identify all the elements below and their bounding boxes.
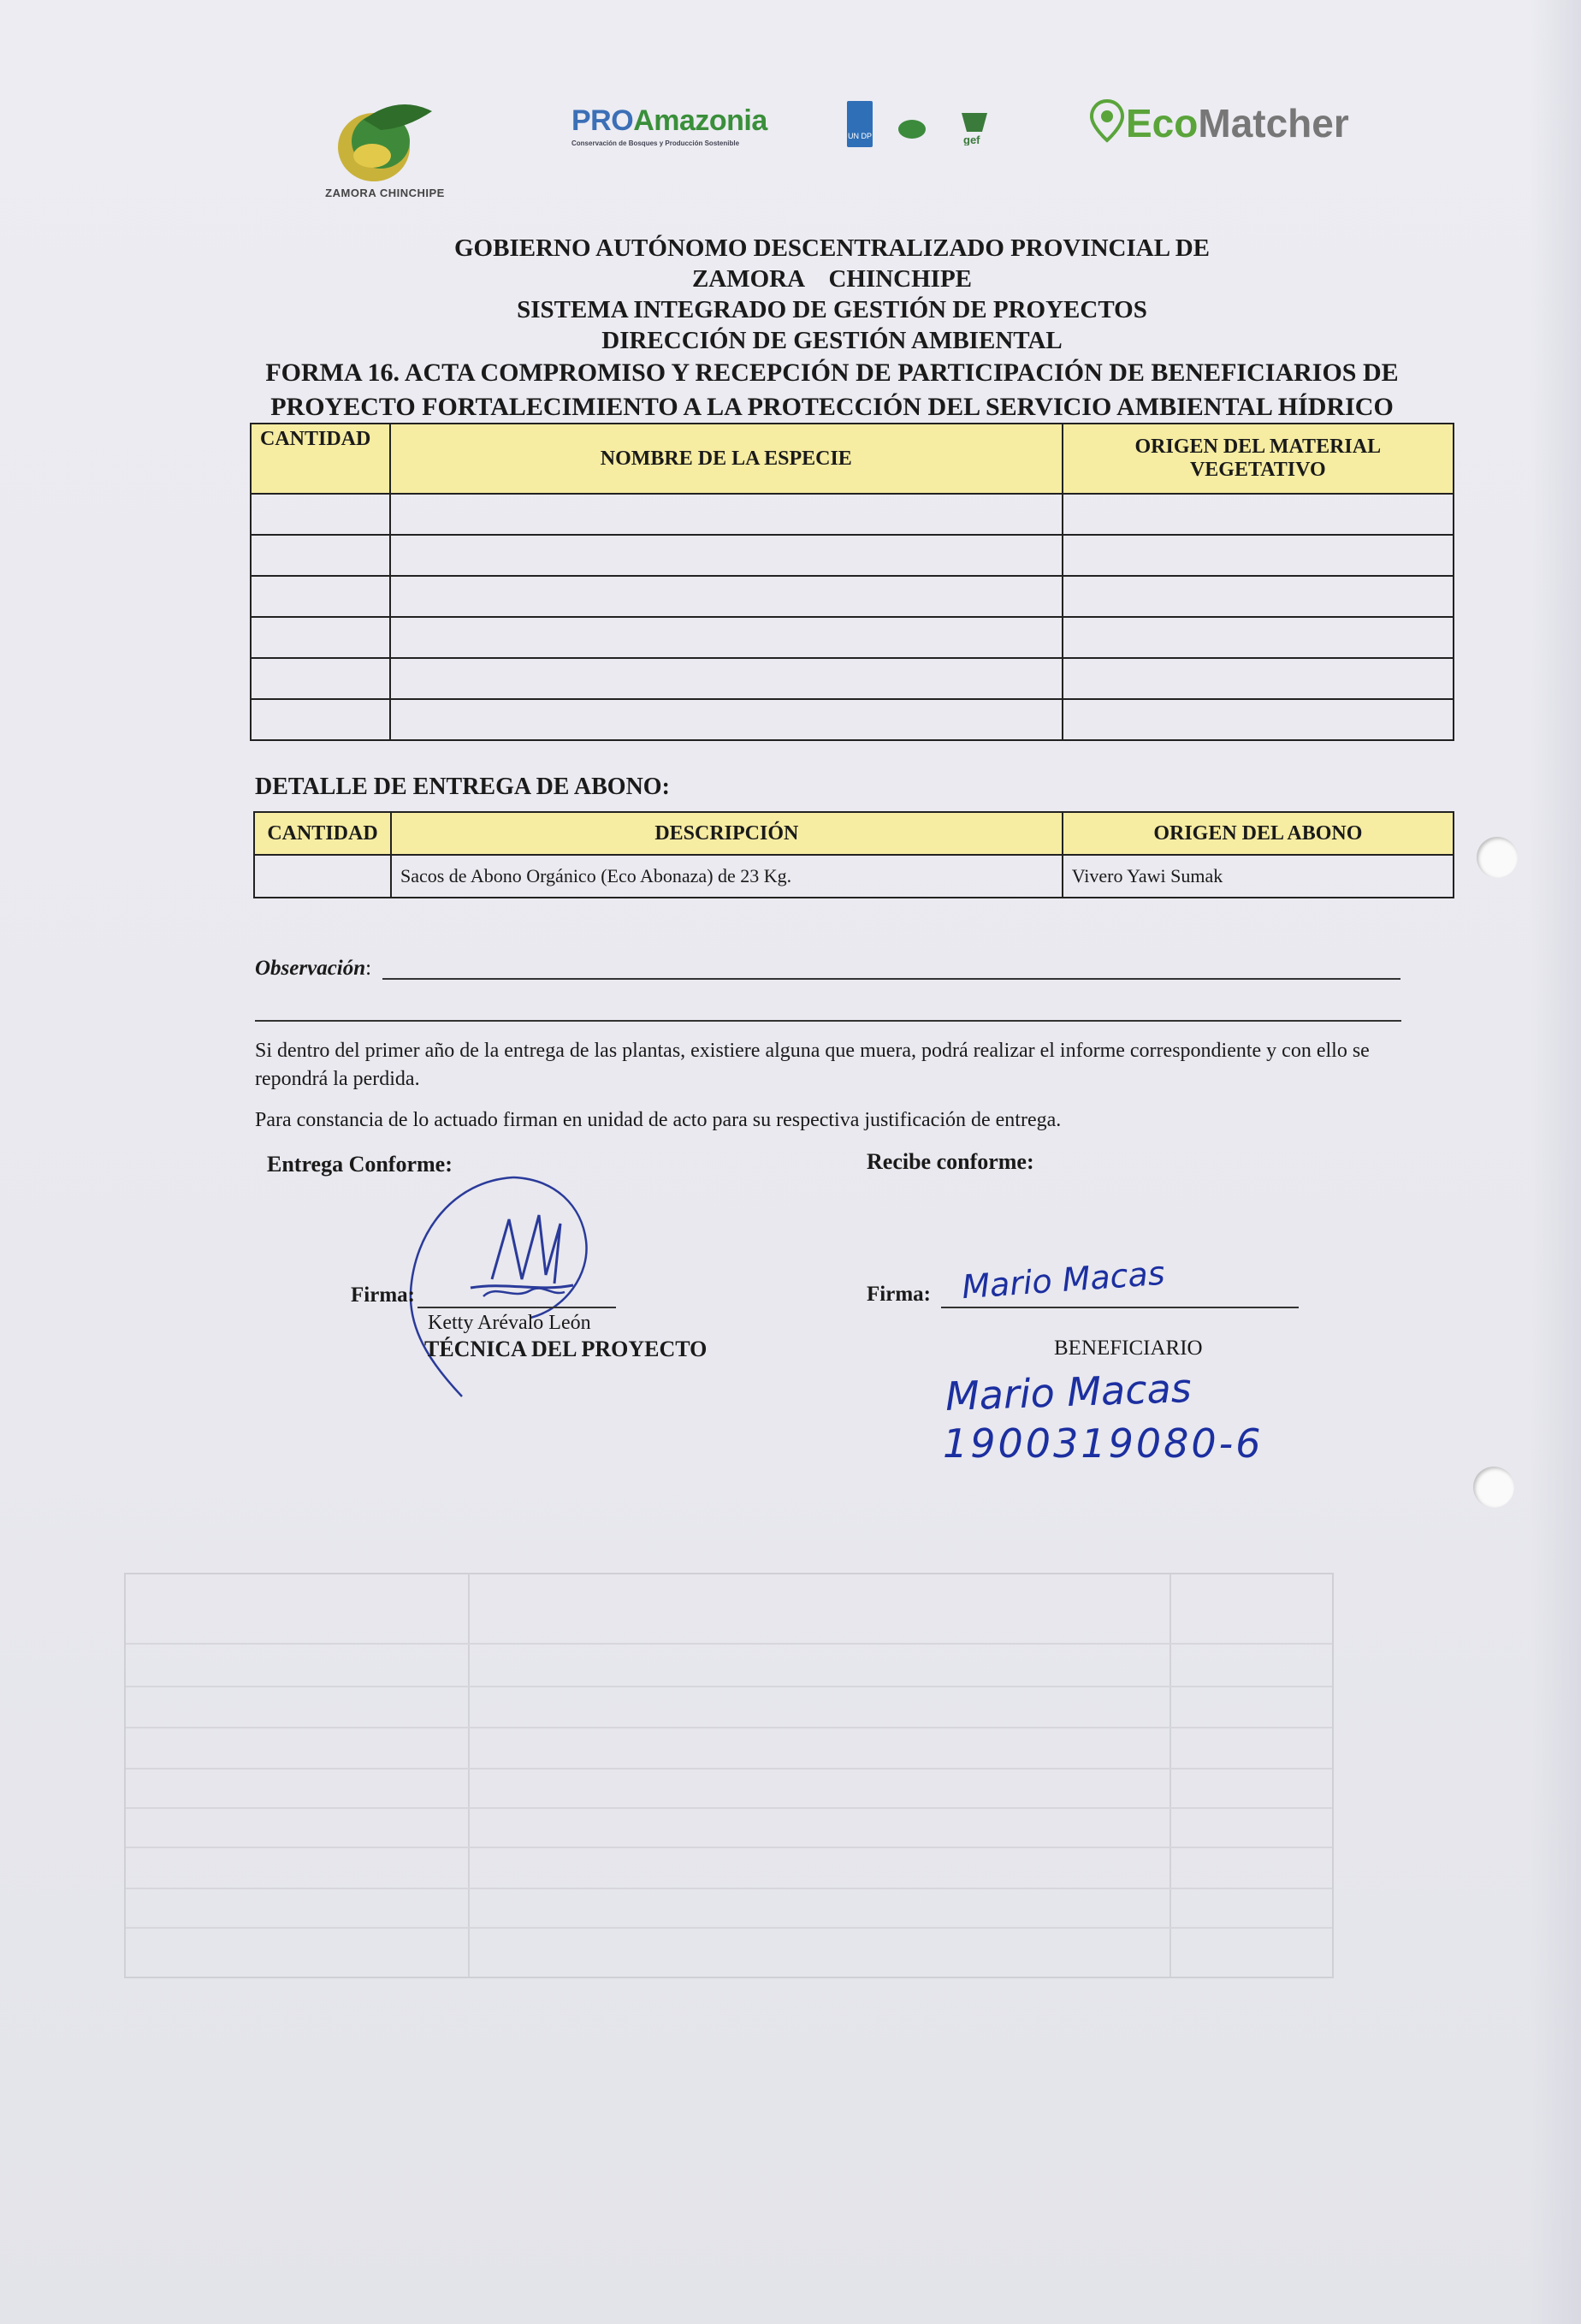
beneficiary-role: BENEFICIARIO: [1054, 1337, 1203, 1360]
beneficiary-signature: Mario Macas: [960, 1254, 1166, 1307]
punch-hole: [1477, 837, 1518, 878]
undp-text: UN DP: [847, 132, 872, 140]
ecomatcher-eco-text: Eco: [1126, 101, 1199, 145]
table-cell[interactable]: [390, 617, 1063, 658]
species-table-header-row: [251, 424, 1454, 494]
table-cell[interactable]: [1063, 617, 1454, 658]
gef-logo: [958, 110, 991, 145]
observation-line[interactable]: [255, 1020, 1401, 1022]
firma-label-left: Firma:: [351, 1284, 415, 1307]
col-header-descripcion: DESCRIPCIÓN: [391, 812, 1063, 855]
table-cell[interactable]: [1063, 658, 1454, 699]
table-row: [251, 658, 1454, 699]
proamazonia-subtitle: Conservación de Bosques y Producción Sostenible: [571, 139, 740, 147]
table-cell[interactable]: [390, 658, 1063, 699]
table-cell-cantidad[interactable]: [254, 855, 391, 898]
observation-line[interactable]: [382, 978, 1400, 980]
form-title: [257, 356, 1407, 424]
observation-field: Observación:: [255, 957, 372, 980]
header-line-4: DIRECCIÓN DE GESTIÓN AMBIENTAL: [601, 327, 1063, 354]
constancia-note: Para constancia de lo actuado firman en unidad de acto para su respectiva justificación de entrega.: [255, 1109, 1062, 1131]
col-header-origen-abono: ORIGEN DEL ABONO: [1063, 812, 1454, 855]
abono-table-header-row: [254, 812, 1454, 855]
ministry-logo: [898, 120, 926, 139]
table-cell[interactable]: [251, 658, 390, 699]
ecomatcher-logo: [1088, 98, 1349, 146]
technician-signature-icon: [402, 1172, 625, 1403]
abono-section-label: DETALLE DE ENTREGA DE ABONO:: [255, 774, 670, 800]
table-cell[interactable]: [1063, 699, 1454, 740]
bleed-through-table: [124, 1573, 1334, 1978]
table-cell[interactable]: [251, 494, 390, 535]
col-header-origen-material: ORIGEN DEL MATERIAL VEGETATIVO: [1063, 424, 1454, 494]
gef-text: gef: [963, 133, 980, 145]
form-title-line-1: FORMA 16. ACTA COMPROMISO Y RECEPCIÓN DE PARTICIPACIÓN DE BENEFICIARIOS DE: [265, 359, 1399, 387]
table-cell[interactable]: [390, 576, 1063, 617]
table-row: [251, 699, 1454, 740]
col-header-nombre-especie: NOMBRE DE LA ESPECIE: [390, 424, 1063, 494]
table-cell[interactable]: [390, 494, 1063, 535]
table-cell[interactable]: [251, 617, 390, 658]
observation-label: Observación: [255, 957, 366, 980]
page-edge-shadow: [1530, 0, 1581, 2324]
col-header-cantidad: CANTIDAD: [254, 812, 391, 855]
header-line-2: ZAMORA CHINCHIPE: [691, 265, 973, 293]
abono-table: [253, 811, 1454, 898]
pin-icon: [1088, 98, 1126, 144]
table-cell[interactable]: [251, 699, 390, 740]
form-title-line-2: PROYECTO FORTALECIMIENTO A LA PROTECCIÓN DEL SERVICIO AMBIENTAL HÍDRICO: [270, 393, 1394, 421]
punch-hole: [1473, 1467, 1514, 1508]
proamazonia-pro-text: PRO: [571, 104, 634, 137]
document-header: [257, 233, 1407, 356]
table-row: [251, 617, 1454, 658]
signature-line-left[interactable]: [417, 1307, 616, 1308]
table-cell[interactable]: [1063, 576, 1454, 617]
table-cell[interactable]: [1063, 535, 1454, 576]
table-row: [254, 855, 1454, 898]
proamazonia-logo: [571, 104, 767, 147]
table-cell[interactable]: [390, 535, 1063, 576]
table-cell[interactable]: [251, 535, 390, 576]
gad-zamora-chinchipe-logo: [312, 94, 458, 214]
table-row: [251, 494, 1454, 535]
beneficiary-handwritten-name: Mario Macas: [944, 1364, 1193, 1420]
beneficiary-handwritten-id: 1900319080-6: [943, 1420, 1264, 1467]
header-line-3: SISTEMA INTEGRADO DE GESTIÓN DE PROYECTOS: [517, 296, 1147, 323]
species-table: [250, 423, 1454, 741]
replacement-note: Si dentro del primer año de la entrega de las plantas, existiere alguna que muera, podrá realizar el informe correspondiente y con ello se repondrá la perdida.: [255, 1040, 1370, 1090]
technician-name: Ketty Arévalo León: [428, 1312, 591, 1334]
table-cell-descripcion: Sacos de Abono Orgánico (Eco Abonaza) de 23 Kg.: [391, 855, 1063, 898]
table-cell[interactable]: [390, 699, 1063, 740]
table-row: [251, 535, 1454, 576]
entrega-conforme-label: Entrega Conforme:: [267, 1152, 453, 1177]
proamazonia-text: Amazonia: [633, 104, 767, 137]
logo-caption: ZAMORA CHINCHIPE: [325, 187, 445, 199]
ecomatcher-text: Matcher: [1198, 101, 1349, 145]
firma-label-right: Firma:: [867, 1283, 931, 1306]
table-cell[interactable]: [251, 576, 390, 617]
recibe-conforme-label: Recibe conforme:: [867, 1149, 1034, 1174]
table-row: [251, 576, 1454, 617]
header-line-1: GOBIERNO AUTÓNOMO DESCENTRALIZADO PROVINCIAL DE: [453, 234, 1210, 262]
col-header-cantidad: CANTIDAD: [251, 424, 390, 494]
table-cell[interactable]: [1063, 494, 1454, 535]
table-cell-origen: Vivero Yawi Sumak: [1063, 855, 1454, 898]
undp-logo: [847, 101, 873, 147]
signature-line-right[interactable]: [941, 1307, 1299, 1308]
technician-role: TÉCNICA DEL PROYECTO: [424, 1337, 708, 1361]
